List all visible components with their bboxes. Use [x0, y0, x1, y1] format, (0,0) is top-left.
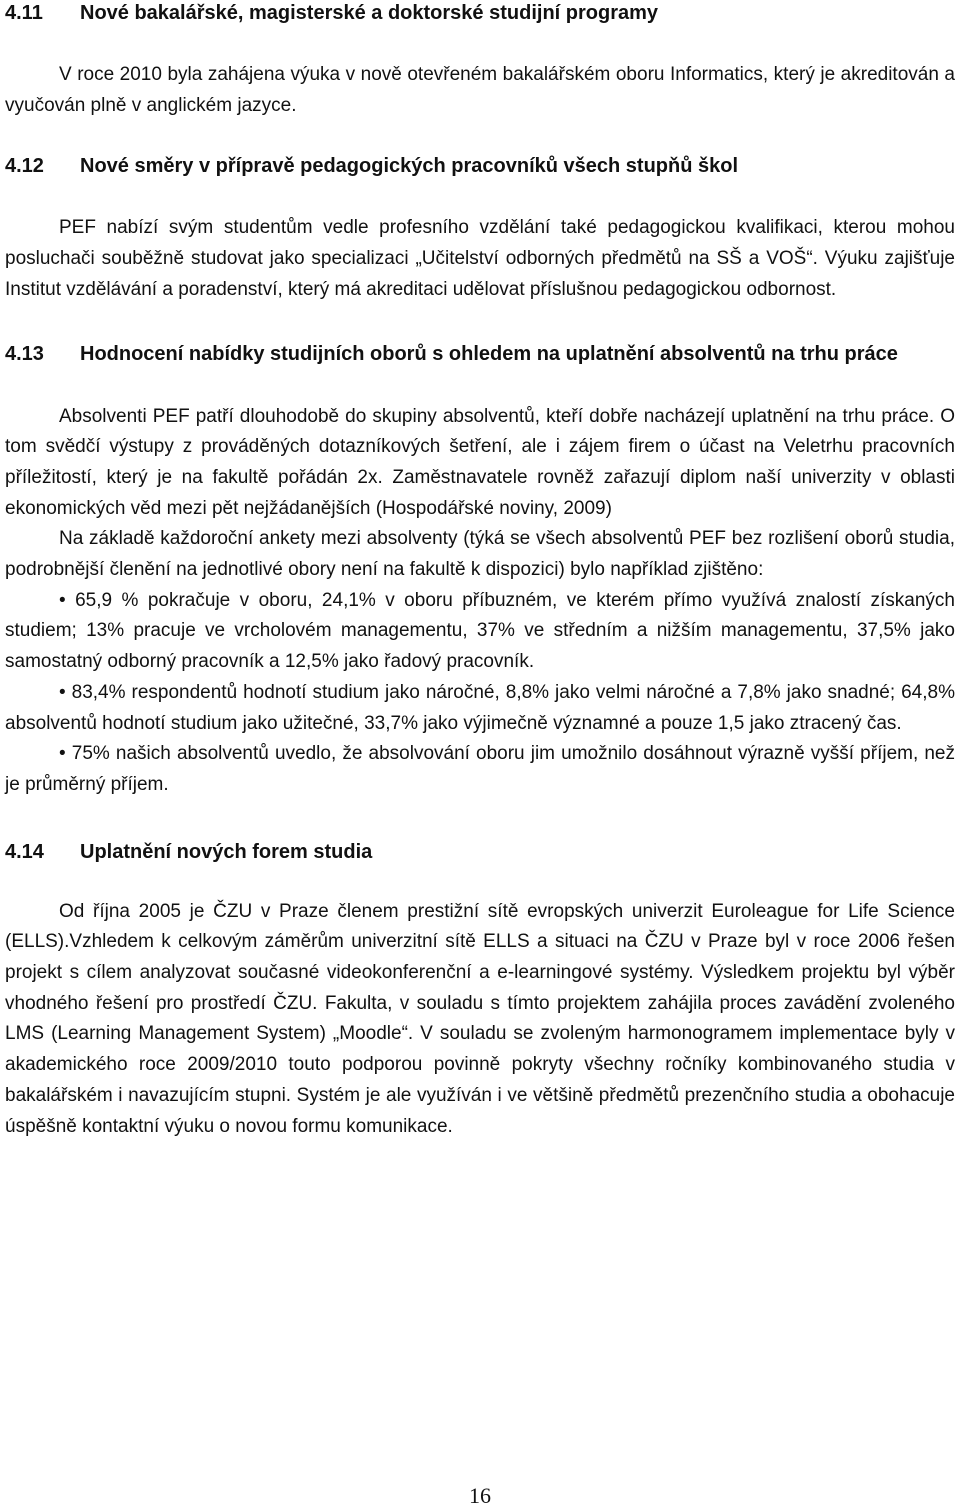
section-4-14-title: Uplatnění nových forem studia — [80, 840, 373, 863]
section-4-13-paragraph-2: Na základě každoroční ankety mezi absolventy (týká se všech absolventů PEF bez rozlišení oborů studia, podrobnější členění na jednotlivé obory není na fakultě k dispozici) bylo například zjištěno: — [5, 528, 955, 581]
page-number: 16 — [469, 1483, 491, 1508]
document-page — [5, 0, 955, 1142]
section-4-13-title: Hodnocení nabídky studijních oborů s ohledem na uplatnění absolventů na trhu práce — [80, 342, 898, 365]
section-4-11-number: 4.11 — [5, 2, 43, 24]
section-4-11-title: Nové bakalářské, magisterské a doktorské studijní programy — [80, 2, 659, 24]
section-4-14-number: 4.14 — [5, 840, 44, 863]
section-4-11-heading — [5, 0, 955, 28]
section-4-13-number: 4.13 — [5, 342, 44, 365]
section-4-13-heading — [5, 339, 955, 369]
section-4-14-heading — [5, 837, 955, 867]
bullet-item: • 83,4% respondentů hodnotí studium jako náročné, 8,8% jako velmi náročné a 7,8% jako snadné; 64,8% absolventů hodnotí studium jako užitečné, 33,7% jako výjimečně významné a pouze 1,5 jako ztracený čas. — [5, 681, 955, 734]
section-4-12-heading — [5, 151, 955, 181]
section-4-11-paragraph: V roce 2010 byla zahájena výuka v nově otevřeném bakalářském oboru Informatics, který je akreditován a vyučován plně v anglickém jazyce. — [5, 64, 955, 116]
section-4-12-paragraph: PEF nabízí svým studentům vedle profesního vzdělání také pedagogickou kvalifikaci, kterou mohou posluchači souběžně studovat jako specializaci „Učitelství odborných předmětů na SŠ a VOŠ“. Výuku zajišťuje Institut vzdělávání a poradenství, který má akreditaci udělovat příslušnou pedagogickou odbornost. — [5, 217, 955, 300]
section-4-12-number: 4.12 — [5, 155, 44, 178]
bullet-item: • 65,9 % pokračuje v oboru, 24,1% v oboru příbuzném, ve kterém přímo využívá znalostí získaných studiem; 13% pracuje ve vrcholovém managementu, 37% ve středním a nižším managementu, 37,5% jako samostatný odborný pracovník a 12,5% jako řadový pracovník. — [5, 589, 955, 673]
section-4-14-paragraph: Od října 2005 je ČZU v Praze členem prestižní sítě evropských univerzit Euroleague for Life Science (ELLS).Vzhledem k celkovým záměrům univerzitní sítě ELLS a situaci na ČZU v Praze byl v roce 2006 řešen projekt s cílem analyzovat současné videokonferenční a e-learningové systémy. Výsledkem projektu byl výběr vhodného řešení pro prostředí ČZU. Fakulta, v souladu s tímto projektem zahájila proces zavádění zvoleného LMS (Learning Management System) „Moodle“. V souladu se zvoleným harmonogramem implementace byly v akademického roce 2009/2010 touto podporou povinně pokryty všechny ročníky kombinovaného studia v bakalářském i navazujícím stupni. Systém je ale využíván i ve většině předmětů prezenčního studia a obohacuje úspěšně kontaktní výuku o novou formu komunikace. — [5, 900, 955, 1137]
section-4-13-paragraph-1: Absolventi PEF patří dlouhodobě do skupiny absolventů, kteří dobře nacházejí uplatnění na trhu práce. O tom svědčí výstupy z prováděných dotazníkových šetření, ale i zájem firem o účast na Veletrhu pracovních příležitostí, který je na fakultě pořádán 2x. Zaměstnavatele rovněž zařazují diplom naší univerzity v oblasti ekonomických věd mezi pět nejžádanějších (Hospodářské noviny, 2009) — [5, 405, 955, 519]
bullet-item: • 75% našich absolventů uvedlo, že absolvování oboru jim umožnilo dosáhnout výrazně vyšší příjem, než je průměrný příjem. — [5, 743, 955, 795]
section-4-12-title: Nové směry v přípravě pedagogických pracovníků všech stupňů škol — [80, 155, 739, 178]
